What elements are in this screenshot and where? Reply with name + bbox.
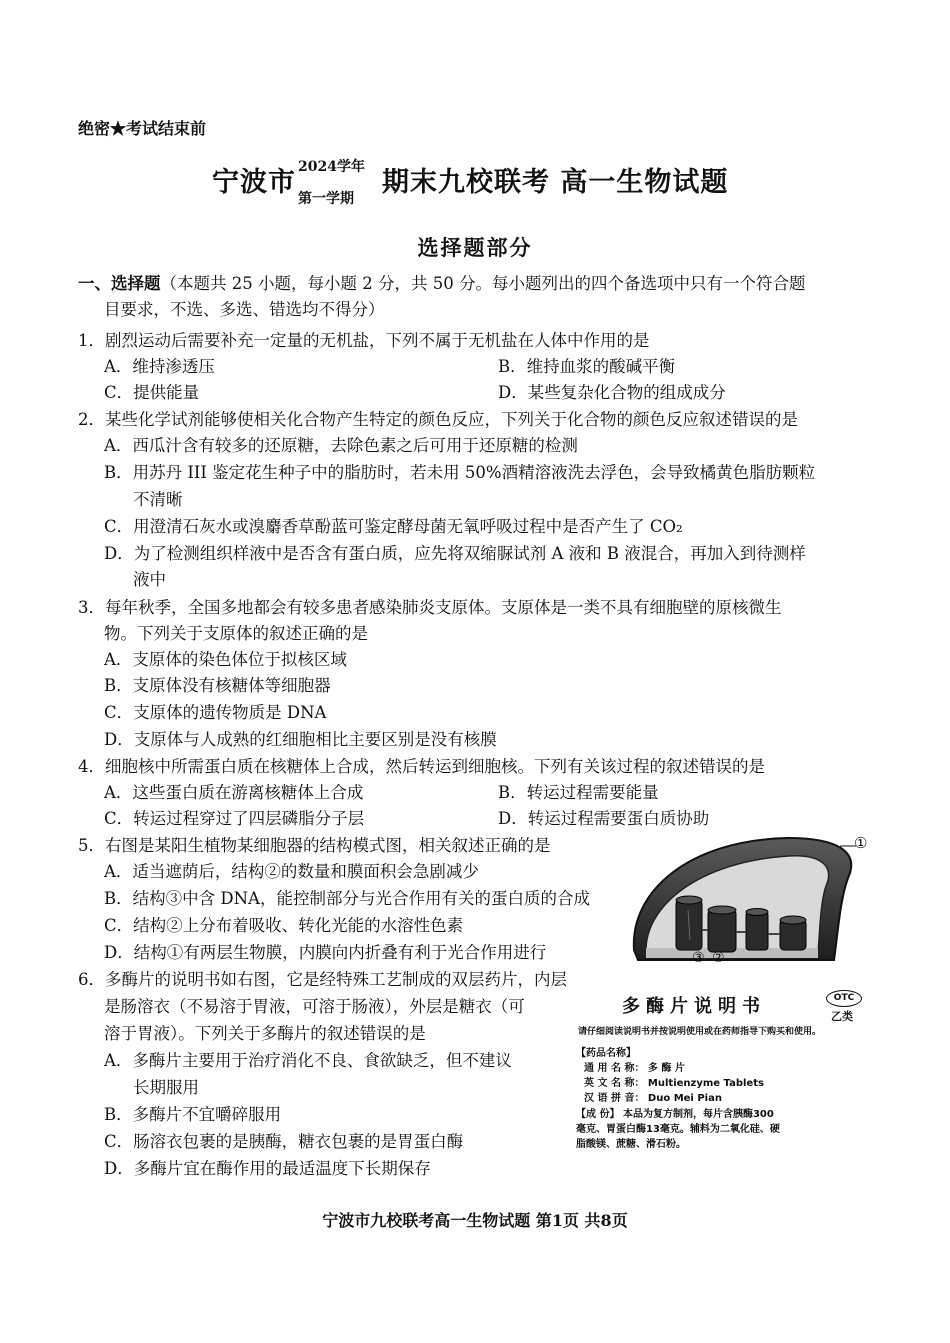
manual-pinyin: 汉 语 拼 音： Duo Mei Pian [584, 1093, 722, 1104]
manual-notice: 请仔细阅读说明书并按说明使用或在药师指导下购买和使用。 [578, 1027, 822, 1037]
label-structure-2: ② [712, 950, 725, 966]
title-rest: 期末九校联考 高一生物试题 [382, 167, 729, 198]
manual-title: 多酶片说明书 [622, 996, 766, 1017]
intro-line-2: 目要求，不选、多选、错选均不得分） [104, 300, 385, 319]
manual-ingredients: 【成 份】 本品为复方制剂，每片含胰酶300 [576, 1109, 774, 1120]
q3-stem-cont: 物。下列关于支原体的叙述正确的是 [104, 624, 368, 643]
q5-option-a: A．适当遮荫后，结构②的数量和膜面积会急剧减少 [104, 862, 479, 881]
q3-option-d: D．支原体与人成熟的红细胞相比主要区别是没有核膜 [104, 730, 497, 749]
manual-ingredients-cont-2: 脂酸镁、蔗糖、滑石粉。 [576, 1139, 686, 1150]
otc-class: 乙类 [831, 1010, 853, 1023]
otc-badge: OTC [826, 990, 862, 1007]
manual-section-name: 【药品名称】 [576, 1048, 636, 1059]
chloroplast-drawing [628, 832, 880, 972]
q1-stem: 1．剧烈运动后需要补充一定量的无机盐，下列不属于无机盐在人体中作用的是 [78, 331, 650, 350]
q2-option-b-cont: 不清晰 [133, 490, 183, 509]
title-term: 第一学期 [298, 191, 354, 207]
intro-text: （本题共 25 小题，每小题 2 分，共 50 分。每小题列出的四个备选项中只有一个符合题 [160, 274, 806, 293]
q4-option-b: B．转运过程需要能量 [498, 783, 659, 802]
q5-option-d: D．结构①有两层生物膜，内膜向内折叠有利于光合作用进行 [104, 943, 547, 962]
q4-option-c: C．转运过程穿过了四层磷脂分子层 [104, 809, 365, 828]
title-city: 宁波市 [212, 167, 296, 198]
q4-stem: 4．细胞核中所需蛋白质在核糖体上合成，然后转运到细胞核。下列有关该过程的叙述错误的是 [78, 757, 765, 776]
q2-stem: 2．某些化学试剂能够使相关化合物产生特定的颜色反应，下列关于化合物的颜色反应叙述错误的是 [78, 410, 798, 429]
q1-option-c: C．提供能量 [104, 383, 200, 402]
q4-option-d: D．转运过程需要蛋白质协助 [498, 809, 710, 828]
manual-generic-name: 通 用 名 称： 多 酶 片 [584, 1063, 685, 1074]
intro-label: 一、选择题 [78, 274, 161, 293]
q2-option-b: B．用苏丹 III 鉴定花生种子中的脂肪时，若未用 50%酒精溶液洗去浮色，会导致橘黄色脂肪颗粒 [104, 463, 816, 482]
q3-option-c: C．支原体的遗传物质是 DNA [104, 703, 327, 722]
section-title: 选择题部分 [417, 235, 533, 260]
intro-line-1 [78, 271, 805, 297]
q3-stem: 3．每年秋季，全国多地都会有较多患者感染肺炎支原体。支原体是一类不具有细胞壁的原核微生 [78, 598, 782, 617]
q6-stem: 6．多酶片的说明书如右图，它是经特殊工艺制成的双层药片，内层 [78, 970, 567, 989]
confidential-mark: 绝密★考试结束前 [78, 119, 207, 138]
q6-stem-cont-2: 溶于胃液）。下列关于多酶片的叙述错误的是 [104, 1024, 426, 1043]
q3-option-a: A．支原体的染色体位于拟核区域 [104, 650, 347, 669]
q1-option-d: D．某些复杂化合物的组成成分 [498, 383, 726, 402]
q1-option-b: B．维持血浆的酸碱平衡 [498, 357, 676, 376]
label-structure-1: ① [854, 834, 868, 852]
q4-option-a: A．这些蛋白质在游离核糖体上合成 [104, 783, 364, 802]
q3-option-b: B．支原体没有核糖体等细胞器 [104, 676, 331, 695]
q6-option-a-cont: 长期服用 [133, 1078, 199, 1097]
q5-option-b: B．结构③中含 DNA，能控制部分与光合作用有关的蛋白质的合成 [104, 889, 590, 908]
q6-option-a: A．多酶片主要用于治疗消化不良、食欲缺乏，但不建议 [104, 1051, 512, 1070]
manual-english-name: 英 文 名 称： Multienzyme Tablets [584, 1078, 764, 1089]
q1-option-a: A．维持渗透压 [104, 357, 215, 376]
q5-option-c: C．结构②上分布着吸收、转化光能的水溶性色素 [104, 916, 464, 935]
chloroplast-diagram [628, 832, 880, 972]
manual-ingredients-cont-1: 毫克、胃蛋白酶13毫克。辅料为二氧化硅、硬 [576, 1124, 780, 1135]
page-footer: 宁波市九校联考高一生物试题 第1页 共8页 [322, 1211, 628, 1230]
q6-option-b: B．多酶片不宜嚼碎服用 [104, 1105, 282, 1124]
q2-option-d: D．为了检测组织样液中是否含有蛋白质，应先将双缩脲试剂 A 液和 B 液混合，再加入到待测样 [104, 544, 806, 563]
label-structure-3: ③ [692, 950, 705, 966]
q2-option-d-cont: 液中 [133, 570, 166, 589]
q6-stem-cont-1: 是肠溶衣（不易溶于胃液，可溶于肠液），外层是糖衣（可 [104, 997, 525, 1016]
q2-option-c: C．用澄清石灰水或溴麝香草酚蓝可鉴定酵母菌无氧呼吸过程中是否产生了 CO₂ [104, 517, 683, 536]
q5-stem: 5．右图是某阳生植物某细胞器的结构模式图，相关叙述正确的是 [78, 836, 551, 855]
q2-option-a: A．西瓜汁含有较多的还原糖，去除色素之后可用于还原糖的检测 [104, 436, 578, 455]
title-year: 2024学年 [298, 159, 365, 175]
q6-option-d: D．多酶片宜在酶作用的最适温度下长期保存 [104, 1159, 431, 1178]
q6-option-c: C．肠溶衣包裹的是胰酶，糖衣包裹的是胃蛋白酶 [104, 1132, 464, 1151]
